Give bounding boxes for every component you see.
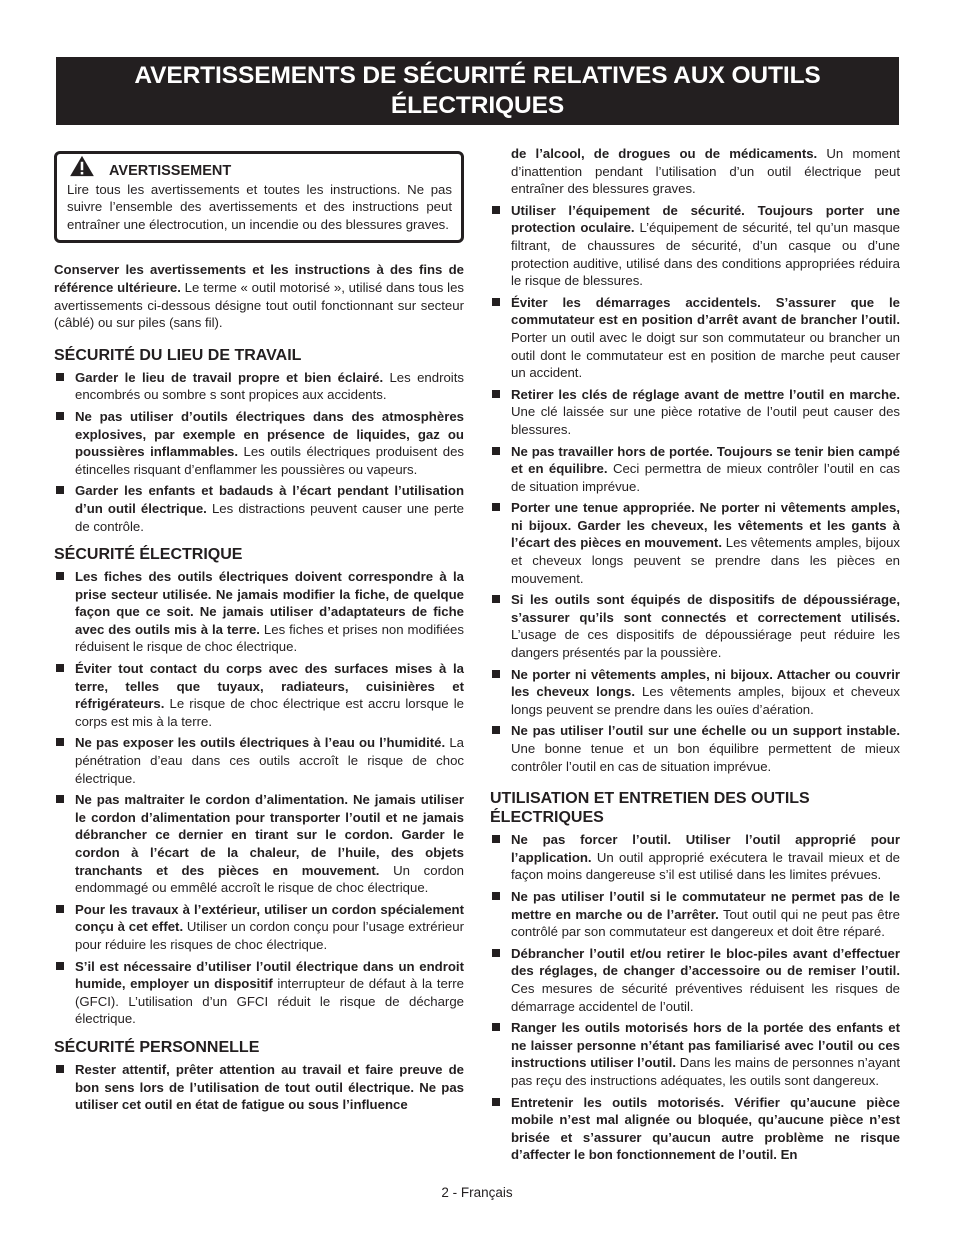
- item-bold: Éviter les démarrages accidentels. S’assurer que le commutateur est en position d’arrêt avant de brancher l’outil.: [511, 294, 900, 328]
- item-bold: Utiliser l’équipement de sécurité. Toujours porter une protection oculaire.: [511, 202, 900, 236]
- item-bold: Ne pas utiliser d’outils électriques dans des atmosphères explosives, par exemple en présence de liquides, gaz ou poussières inflammables.: [75, 408, 464, 460]
- item-bold: Retirer les clés de réglage avant de mettre l’outil en marche.: [511, 386, 900, 402]
- item-text: interrupteur de défaut à la terre (GFCI). L’utilisation d’un GFCI réduit le risque de décharge électrique.: [75, 976, 464, 1027]
- list-item: [54, 482, 464, 535]
- item-text: Porter un outil avec le doigt sur son commutateur ou brancher un outil dont le commutateur est en position de marche peut causer un accident.: [511, 329, 900, 381]
- left-column: [54, 145, 464, 1124]
- list-item: [490, 1094, 900, 1164]
- list-item: [490, 1019, 900, 1089]
- list-item: [54, 958, 464, 1028]
- list-item-continuation: [490, 145, 900, 198]
- item-text: Les endroits encombrés ou sombre s sont propices aux accidents.: [75, 369, 464, 403]
- item-text: Ces mesures de sécurité préventives réduisent les risques de démarrage accidentel de l’outil.: [511, 980, 900, 1014]
- intro-bold: Conserver les avertissements et les instructions à des fins de référence ultérieure.: [54, 262, 464, 295]
- intro-text: Le terme « outil motorisé », utilisé dans tous les avertissements ci-dessous désigne tout outil fonctionnant sur secteur (câblé) ou sur piles (sans fil).: [54, 279, 464, 331]
- item-bold: Ne pas forcer l’outil. Utiliser l’outil approprié pour l’application.: [511, 832, 900, 865]
- list-item: [54, 1061, 464, 1114]
- item-bold: Garder les enfants et badauds à l’écart pendant l’utilisation d’un outil électrique.: [75, 483, 464, 516]
- item-bold: Porter une tenue appropriée. Ne porter ni vêtements amples, ni bijoux. Garder les cheveux, les vêtements et les gants à l’écart des pièces en mouvement.: [511, 500, 900, 551]
- list-item: [490, 888, 900, 941]
- item-text: Dans les mains de personnes n’ayant pas reçu des instructions adéquates, les outils sont dangereux.: [511, 1055, 900, 1088]
- intro-paragraph: [54, 261, 464, 331]
- item-text: L’usage de ces dispositifs de dépoussiérage peut réduire les dangers présentés par la poussière.: [511, 627, 900, 661]
- warning-heading: AVERTISSEMENT: [109, 163, 232, 179]
- list-item: [54, 791, 464, 897]
- item-bold: Ne pas exposer les outils électriques à l’eau ou l’humidité.: [75, 735, 446, 751]
- personal-list-continued: [490, 145, 900, 775]
- warning-text: Lire tous les avertissements et toutes les instructions. Ne pas suivre l’ensemble des avertissements et des instructions peut entraîner une électrocution, un incendie ou des blessures graves.: [67, 181, 452, 232]
- section-heading-personal: SÉCURITÉ PERSONNELLE: [54, 1038, 260, 1056]
- list-item: [490, 831, 900, 884]
- list-item: [490, 666, 900, 719]
- use-care-list: [490, 831, 900, 1164]
- work-area-list: [54, 369, 464, 535]
- list-item: [54, 734, 464, 787]
- item-bold: Éviter tout contact du corps avec des surfaces mises à la terre, telles que tuyaux, radiateurs, cuisinières et réfrigérateurs.: [75, 661, 464, 712]
- item-text: Tout outil qui ne peut pas être contrôlé par son commutateur est dangereux et doit être réparé.: [511, 906, 900, 940]
- item-bold: Entretenir les outils motorisés. Vérifier qu’aucune pièce mobile n’est mal alignée ou bloquée, qu’aucune pièce n’est brisée et s’assurer qu’aucun autre problème ne risque d’affecter le bon fonctionnement de l’outil. En: [511, 1094, 900, 1163]
- list-item: [490, 386, 900, 439]
- item-bold: de l’alcool, de drogues ou de médicaments.: [511, 146, 818, 161]
- warning-header: [67, 163, 452, 181]
- item-text: Une bonne tenue et un bon équilibre permettent de mieux contrôler l’outil en cas de situation imprévue.: [511, 741, 900, 774]
- item-bold: Ne pas utiliser l’outil sur une échelle ou un support instable.: [511, 723, 900, 739]
- list-item: [54, 568, 464, 656]
- item-text: L’équipement de sécurité, tel qu’un masque filtrant, de chaussures de sécurité, d’un casque ou d’une protection auditive, utilisé dans des conditions appropriées réduira le risque de blessures.: [511, 220, 901, 289]
- item-text: Une clé laissée sur une pièce rotative de l’outil peut causer des blessures.: [511, 404, 900, 437]
- item-bold: Les fiches des outils électriques doivent correspondre à la prise secteur utilisée. Ne jamais modifier la fiche, de quelque façon que ce soit. Ne jamais utiliser d’adaptateurs de fiche avec des outils mis à la terre.: [75, 569, 464, 637]
- item-text: Un moment d’inattention pendant l’utilisation d’un outil électrique peut entraîner des blessures graves.: [511, 146, 900, 197]
- list-item: [490, 202, 900, 290]
- list-item: [54, 660, 464, 730]
- item-text: Ceci permettra de mieux contrôler l’outil en cas de situation imprévue.: [511, 461, 900, 494]
- list-item: [490, 945, 900, 1015]
- item-bold: Ne pas travailler hors de portée. Toujours se tenir bien campé et en équilibre.: [511, 443, 900, 477]
- item-bold: Garder le lieu de travail propre et bien éclairé.: [75, 369, 384, 385]
- item-bold: Si les outils sont équipés de dispositifs de dépoussiérage, s’assurer qu’ils sont connectés et correctement utilisés.: [511, 592, 900, 625]
- warning-box: [54, 151, 464, 243]
- list-item: [490, 294, 900, 382]
- page-title: AVERTISSEMENTS DE SÉCURITÉ RELATIVES AUX OUTILS ÉLECTRIQUES: [56, 57, 899, 125]
- personal-list-start: [54, 1061, 464, 1114]
- item-bold: Ranger les outils motorisés hors de la portée des enfants et ne laisser personne n’étant pas familiarisé avec l’outil ou ces instructions utiliser l’outil.: [511, 1020, 900, 1071]
- item-text: Un cordon endommagé ou emmêlé accroît le risque de choc électrique.: [75, 862, 464, 896]
- list-item: [54, 369, 464, 404]
- list-item: [490, 499, 900, 587]
- list-item: [490, 591, 900, 661]
- item-text: Le risque de choc électrique est accru lorsque le corps est mis à la terre.: [75, 696, 464, 729]
- item-bold: Débrancher l’outil et/ou retirer le bloc-piles avant d’effectuer des réglages, de changer d’accessoire ou de remiser l’outil.: [511, 945, 900, 979]
- section-heading-use-care: UTILISATION ET ENTRETIEN DES OUTILS ÉLECTRIQUES: [490, 790, 810, 827]
- electrical-list: [54, 568, 464, 1028]
- item-text: Un outil approprié exécutera le travail mieux et de façon moins dangereuse s’il est utilisé dans les limites prévues.: [511, 849, 900, 883]
- item-text: Utiliser un cordon conçu pour l’usage extrérieur pour réduire les risques de choc électrique.: [75, 919, 464, 952]
- item-text: Les distractions peuvent causer une perte de contrôle.: [75, 500, 465, 534]
- item-bold: Rester attentif, prêter attention au travail et faire preuve de bon sens lors de l’utilisation de tout outil électrique. Ne pas utiliser cet outil en état de fatigue ou sous l’influence: [75, 1061, 464, 1113]
- item-text: Les outils électriques produisent des étincelles risquant d’enflammer les poussières ou vapeurs.: [75, 444, 464, 477]
- right-column: [490, 145, 900, 1174]
- item-text: La pénétration d’eau dans ces outils accroît le risque de choc électrique.: [75, 735, 464, 786]
- item-text: Les fiches et prises non modifiées réduisent le risque de choc électrique.: [75, 621, 464, 655]
- list-item: [490, 443, 900, 496]
- list-item: [54, 901, 464, 954]
- item-text: Les vêtements amples, bijoux et cheveux longs peuvent se prendre dans les pièces en mouvement.: [511, 535, 900, 586]
- list-item: [54, 408, 464, 478]
- section-heading-work-area: SÉCURITÉ DU LIEU DE TRAVAIL: [54, 346, 302, 364]
- item-bold: S’il est nécessaire d’utiliser l’outil électrique dans un endroit humide, employer un dispositif: [75, 958, 464, 992]
- section-heading-electrical: SÉCURITÉ ÉLECTRIQUE: [54, 546, 243, 564]
- item-bold: Pour les travaux à l’extérieur, utiliser un cordon spécialement conçu à cet effet.: [75, 901, 464, 935]
- warning-triangle-icon: [67, 155, 97, 177]
- item-bold: Ne pas utiliser l’outil si le commutateur ne permet pas de le mettre en marche ou de l’arrêter.: [511, 888, 900, 922]
- list-item: [490, 722, 900, 775]
- item-bold: Ne porter ni vêtements amples, ni bijoux. Attacher ou couvrir les cheveux longs.: [511, 666, 900, 700]
- item-bold: Ne pas maltraiter le cordon d’alimentation. Ne jamais utiliser le cordon d’alimentation pour transporter l’outil et ne jamais débrancher ce dernier en tirant sur le cordon. Garder le cordon à l’écart de la chaleur, de l’huile, des objets tranchants et des pièces en mouvement.: [75, 792, 464, 878]
- item-text: Les vêtements amples, bijoux et cheveux longs peuvent se prendre dans les ouïes d’aération.: [511, 684, 900, 717]
- page-footer: 2 - Français: [441, 1185, 513, 1200]
